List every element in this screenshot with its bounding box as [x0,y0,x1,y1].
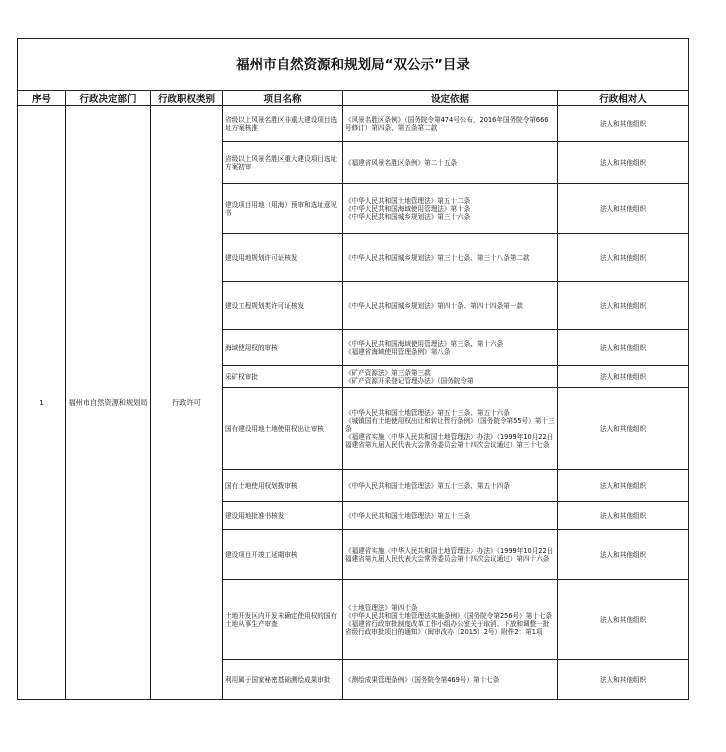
item-name-cell: 海域使用权的审核 [223,330,343,366]
target-cell: 法人和其他组织 [558,184,689,234]
basis-line: 《福建省行政审批制度改革工作小组办公室关于取消、下放和调整一批省级行政审批项目的通知》（闽审改办〔2015〕2号）附件2：第1项 [345,619,550,636]
target-cell: 法人和其他组织 [558,330,689,366]
item-name-cell: 建设项目开竣工延期审核 [223,530,343,580]
basis-line: 《中华人民共和国土地管理法》第五十三条、第五十六条 [345,408,510,417]
item-name-cell: 采矿权审批 [223,366,343,388]
basis-cell [343,282,558,330]
basis-line: 《中华人民共和国土地管理法实施条例》（国务院令第256号）第十七条 [345,611,553,620]
basis-line: 《福建省实施〈中华人民共和国土地管理法〉办法》（1999年10月22日福建省第九届人民代表大会常务委员会第十四次会议通过）第三十七条 [345,432,554,449]
target-cell: 法人和其他组织 [558,106,689,142]
basis-line: 《风景名胜区条例》（国务院令第474号公布，2016年国务院令第666号修订）第四条、第五条第二款 [345,115,549,132]
basis-cell [343,660,558,700]
basis-line: 《福建省实施〈中华人民共和国土地管理法〉办法》（1999年10月22日福建省第九届人民代表大会常务委员会第十四次会议通过）第四十六条 [345,546,554,563]
group-seq: 1 [18,106,66,700]
item-name-cell: 建设用地规划许可证核发 [223,234,343,282]
basis-line: 《福建省风景名胜区条例》第二十五条 [345,158,458,167]
header-row [18,91,689,106]
target-cell: 法人和其他组织 [558,282,689,330]
basis-cell [343,502,558,530]
basis-cell [343,234,558,282]
basis-cell [343,530,558,580]
target-cell: 法人和其他组织 [558,660,689,700]
basis-line: 《中华人民共和国海域使用管理法》第三条、第十六条 [345,339,504,348]
catalog-table [17,38,689,700]
item-name-cell: 国有土地使用权划拨审核 [223,470,343,502]
target-cell: 法人和其他组织 [558,530,689,580]
item-name-cell: 建设工程规划类许可证核发 [223,282,343,330]
basis-line: 《中华人民共和国城乡规划法》第三十六条 [345,212,471,221]
header-dept: 行政决定部门 [66,91,151,106]
table-row [18,106,689,142]
item-name-cell: 土地开发区内开发未确定使用权的国有土地从事生产审查 [223,580,343,660]
basis-line: 《测绘成果管理条例》（国务院令第469号）第十七条 [345,675,500,684]
item-name-cell: 省级以上风景名胜区非重大建设项目选址方案核准 [223,106,343,142]
item-name-cell: 国有建设用地土地使用权出让审核 [223,388,343,470]
target-cell: 法人和其他组织 [558,388,689,470]
item-name-cell: 利用属于国家秘密基础测绘成果审批 [223,660,343,700]
basis-line: 《福建省海域使用管理条例》第八条 [345,347,451,356]
target-cell: 法人和其他组织 [558,502,689,530]
header-seq: 序号 [18,91,66,106]
item-name-cell: 建设用地批准书核发 [223,502,343,530]
basis-cell [343,184,558,234]
basis-line: 《矿产资源法》第三条第三款 [345,368,431,377]
basis-line: 《中华人民共和国海域使用管理法》第十条 [345,204,471,213]
basis-line: 《矿产资源开采登记管理办法》（国务院令第 [345,376,474,385]
basis-cell [343,470,558,502]
target-cell: 法人和其他组织 [558,366,689,388]
basis-cell [343,366,558,388]
header-category: 行政职权类别 [151,91,223,106]
basis-line: 《城镇国有土地使用权出让和转让暂行条例》（国务院令第55号）第十三条 [345,416,555,433]
basis-line: 《中华人民共和国土地管理法》第五十二条 [345,196,471,205]
basis-line: 《中华人民共和国土地管理法》第五十三条 [345,511,471,520]
header-item: 项目名称 [223,91,343,106]
basis-line: 《中华人民共和国城乡规划法》第四十条、第四十四条第一款 [345,301,524,310]
basis-line: 《中华人民共和国土地管理法》第五十三条、第五十四条 [345,481,510,490]
target-cell: 法人和其他组织 [558,234,689,282]
page-title: 福州市自然资源和规划局“双公示”目录 [18,39,689,91]
header-basis: 设定依据 [343,91,558,106]
group-category: 行政许可 [151,106,223,700]
item-name-cell: 建设项目用地（用海）预审和选址意见书 [223,184,343,234]
group-dept: 福州市自然资源和规划局 [66,106,151,700]
header-target: 行政相对人 [558,91,689,106]
target-cell: 法人和其他组织 [558,470,689,502]
catalog-sheet [17,38,688,700]
item-name-cell: 省级以上风景名胜区重大建设项目选址方案初审 [223,142,343,184]
basis-cell [343,106,558,142]
target-cell: 法人和其他组织 [558,580,689,660]
target-cell: 法人和其他组织 [558,142,689,184]
basis-cell [343,388,558,470]
basis-cell [343,580,558,660]
basis-line: 《土地管理法》第四十条 [345,603,418,612]
basis-line: 《中华人民共和国城乡规划法》第三十七条、第三十八条第二款 [345,253,530,262]
basis-cell [343,330,558,366]
basis-cell [343,142,558,184]
